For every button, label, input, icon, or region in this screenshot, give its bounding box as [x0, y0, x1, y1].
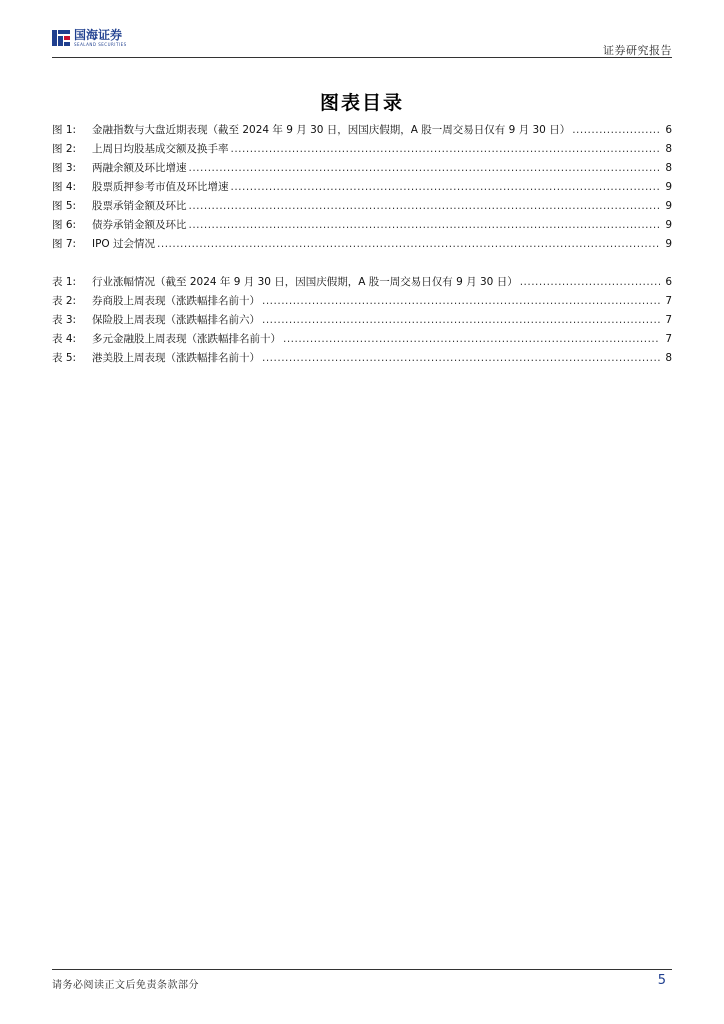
- table-entry[interactable]: [52, 293, 672, 312]
- table-entry-label: 表 3:: [52, 314, 77, 326]
- table-entry-title: 港美股上周表现（涨跌幅排名前十）: [92, 352, 260, 364]
- figure-entry-label: 图 6:: [52, 219, 77, 231]
- figure-entry[interactable]: [52, 179, 672, 198]
- figure-entry-title: 股票质押参考市值及环比增速: [92, 181, 229, 193]
- figure-entry-title: IPO 过会情况: [92, 238, 156, 250]
- leader-dots: [231, 143, 661, 155]
- leader-dots: [262, 352, 660, 364]
- figure-entry-label: 图 1:: [52, 124, 77, 136]
- figure-entry-label: 图 7:: [52, 238, 77, 250]
- table-entry-page: 6: [665, 276, 672, 288]
- list-gap: [52, 255, 672, 274]
- table-entry[interactable]: [52, 331, 672, 350]
- figure-entry-label: 图 4:: [52, 181, 77, 193]
- table-entry-page: 8: [665, 352, 672, 364]
- table-entry-title: 保险股上周表现（涨跌幅排名前六）: [92, 314, 260, 326]
- page-number: 5: [657, 973, 666, 988]
- figure-entry-page: 8: [665, 143, 672, 155]
- figure-entry-page: 9: [665, 238, 672, 250]
- table-of-contents: [52, 122, 672, 369]
- logo-chinese-name: 国海证券: [74, 28, 123, 42]
- figure-entry-title: 金融指数与大盘近期表现（截至 2024 年 9 月 30 日，因国庆假期，A 股一周交易日仅有 9 月 30 日）: [92, 124, 571, 136]
- figure-entry-label: 图 5:: [52, 200, 77, 212]
- table-entry[interactable]: [52, 312, 672, 331]
- leader-dots: [572, 124, 660, 136]
- leader-dots: [189, 200, 661, 212]
- figure-entry-page: 9: [665, 219, 672, 231]
- table-entry-page: 7: [665, 295, 672, 307]
- figure-entry-title: 两融余额及环比增速: [92, 162, 187, 174]
- leader-dots: [262, 295, 660, 307]
- company-logo-icon: [52, 28, 70, 48]
- figure-entry[interactable]: [52, 217, 672, 236]
- table-entry-title: 券商股上周表现（涨跌幅排名前十）: [92, 295, 260, 307]
- footer-divider: [52, 969, 672, 970]
- header-divider: [52, 57, 672, 58]
- leader-dots: [189, 219, 661, 231]
- table-entry-label: 表 1:: [52, 276, 77, 288]
- report-type: 证券研究报告: [603, 44, 672, 57]
- figure-entry-label: 图 3:: [52, 162, 77, 174]
- figure-entry-page: 9: [665, 181, 672, 193]
- table-entry-label: 表 4:: [52, 333, 77, 345]
- figure-entry-page: 6: [665, 124, 672, 136]
- figure-entry-title: 上周日均股基成交额及换手率: [92, 143, 229, 155]
- company-logo: [52, 28, 127, 48]
- table-entry-title: 行业涨幅情况（截至 2024 年 9 月 30 日，因国庆假期，A 股一周交易日仅有 9 月 30 日）: [92, 276, 518, 288]
- leader-dots: [262, 314, 660, 326]
- table-entry-page: 7: [665, 314, 672, 326]
- figure-entry[interactable]: [52, 141, 672, 160]
- leader-dots: [231, 181, 661, 193]
- page-header: [52, 28, 672, 58]
- table-entry-page: 7: [665, 333, 672, 345]
- logo-english-name: SEALAND SECURITIES: [74, 42, 127, 47]
- figure-entry-title: 债券承销金额及环比: [92, 219, 187, 231]
- leader-dots: [520, 276, 660, 288]
- page-title: 图表目录: [319, 92, 404, 114]
- figure-entry[interactable]: [52, 198, 672, 217]
- table-entry[interactable]: [52, 350, 672, 369]
- figure-entry-page: 9: [665, 200, 672, 212]
- table-entry-label: 表 2:: [52, 295, 77, 307]
- table-entry-title: 多元金融股上周表现（涨跌幅排名前十）: [92, 333, 281, 345]
- figure-entry[interactable]: [52, 236, 672, 255]
- figure-entry-label: 图 2:: [52, 143, 77, 155]
- leader-dots: [157, 238, 660, 250]
- figure-entry[interactable]: [52, 160, 672, 179]
- leader-dots: [189, 162, 661, 174]
- figure-entry-title: 股票承销金额及环比: [92, 200, 187, 212]
- table-entry-label: 表 5:: [52, 352, 77, 364]
- figure-list: [52, 122, 672, 255]
- leader-dots: [283, 333, 660, 345]
- figure-entry-page: 8: [665, 162, 672, 174]
- table-entry[interactable]: [52, 274, 672, 293]
- table-list: [52, 274, 672, 369]
- figure-entry[interactable]: [52, 122, 672, 141]
- footer-disclaimer: 请务必阅读正文后免责条款部分: [52, 980, 199, 991]
